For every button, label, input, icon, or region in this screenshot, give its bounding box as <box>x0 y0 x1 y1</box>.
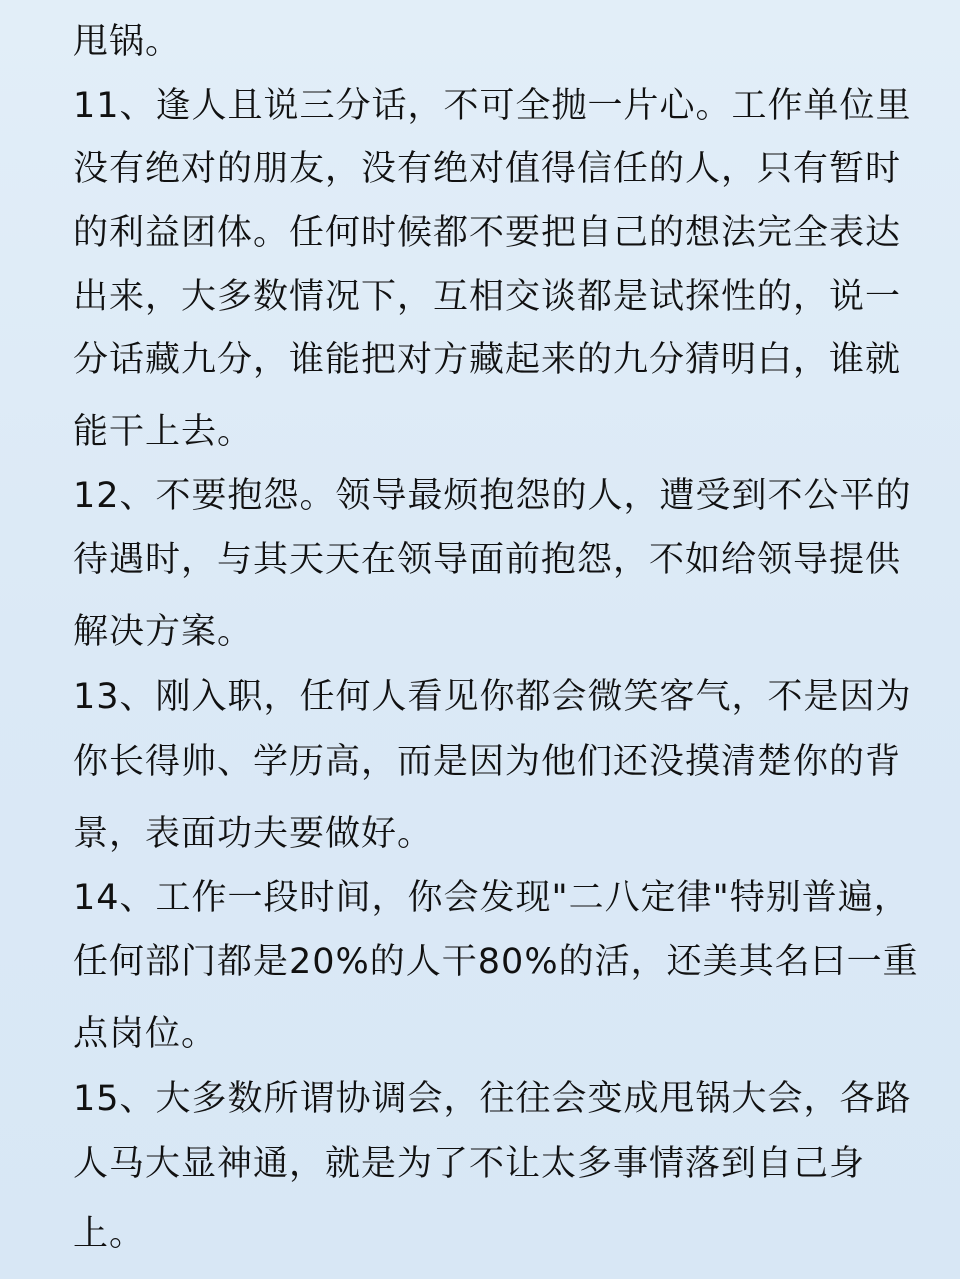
text-line: 的利益团体。任何时候都不要把自己的想法完全表达 <box>73 213 902 253</box>
text-line: 11、逢人且说三分话，不可全抛一片心。工作单位里 <box>73 86 912 126</box>
text-line: 待遇时，与其天天在领导面前抱怨，不如给领导提供 <box>73 540 902 580</box>
text-line: 上。 <box>73 1214 146 1254</box>
text-line: 能干上去。 <box>73 412 254 452</box>
text-line: 任何部门都是20%的人干80%的活，还美其名曰一重 <box>73 942 919 982</box>
text-line: 13、刚入职，任何人看见你都会微笑客气，不是因为 <box>73 677 912 717</box>
text-line: 14、工作一段时间，你会发现"二八定律"特别普遍， <box>73 878 910 918</box>
text-line: 出来，大多数情况下，互相交谈都是试探性的，说一 <box>73 277 902 317</box>
text-line: 人马大显神通，就是为了不让太多事情落到自己身 <box>73 1144 866 1184</box>
text-line: 没有绝对的朋友，没有绝对值得信任的人，只有暂时 <box>73 149 902 189</box>
text-line: 甩锅。 <box>73 22 182 62</box>
text-line: 景，表面功夫要做好。 <box>73 814 434 854</box>
text-line: 15、大多数所谓协调会，往往会变成甩锅大会，各路 <box>73 1079 912 1119</box>
text-line: 你长得帅、学历高，而是因为他们还没摸清楚你的背 <box>73 742 902 782</box>
text-line: 点岗位。 <box>73 1014 218 1054</box>
text-line: 12、不要抱怨。领导最烦抱怨的人，遭受到不公平的 <box>73 476 912 516</box>
text-line: 分话藏九分，谁能把对方藏起来的九分猜明白，谁就 <box>73 340 902 380</box>
text-line: 解决方案。 <box>73 612 254 652</box>
